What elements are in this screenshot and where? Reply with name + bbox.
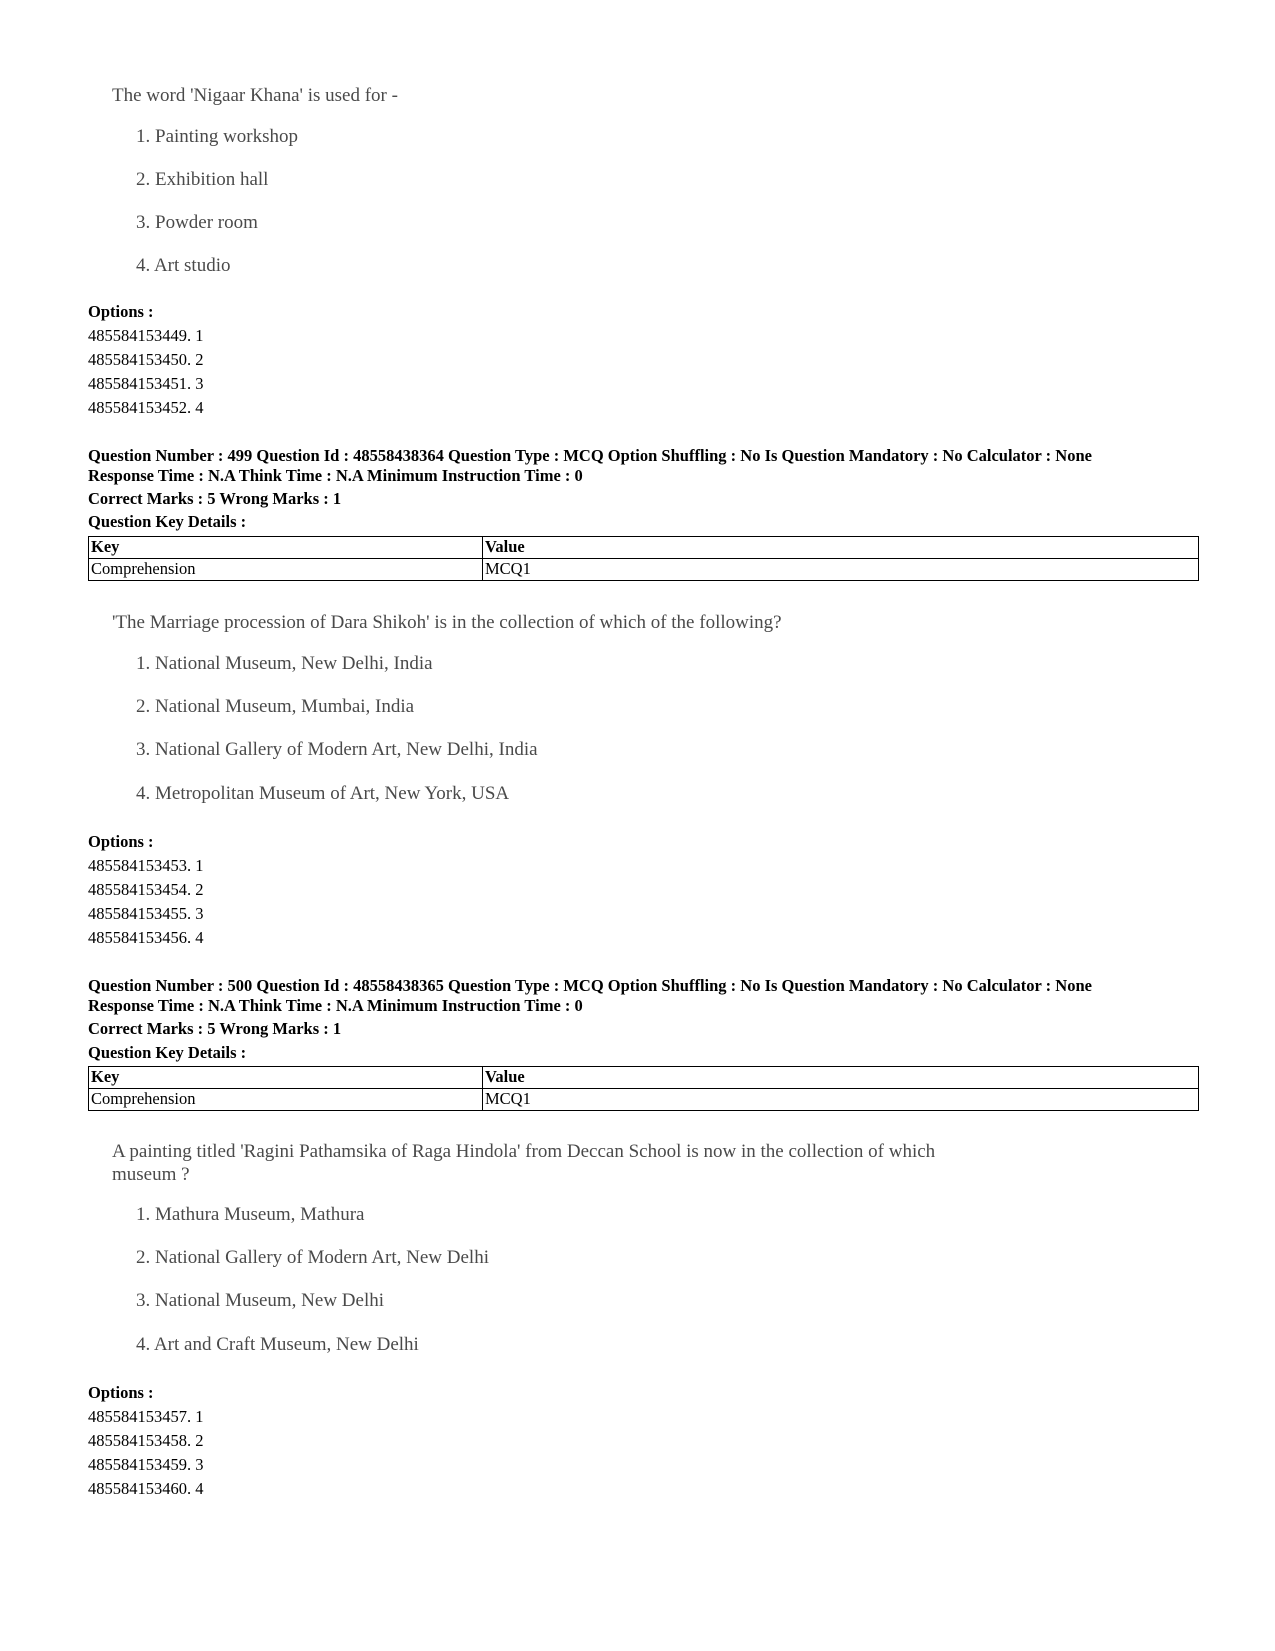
choice-2: 2. National Museum, Mumbai, India: [136, 696, 415, 717]
table-header-value: Value: [483, 537, 1199, 559]
choice-3: 3. National Gallery of Modern Art, New Delhi, India: [136, 739, 538, 760]
choice-2: 2. National Gallery of Modern Art, New Delhi: [136, 1247, 489, 1268]
key-details-label: Question Key Details :: [88, 512, 247, 531]
choice-2: 2. Exhibition hall: [136, 169, 269, 190]
choice-1: 1. Mathura Museum, Mathura: [136, 1204, 365, 1225]
question-meta: [88, 446, 1208, 486]
question-stem: 'The Marriage procession of Dara Shikoh' is in the collection of which of the following?: [112, 612, 782, 633]
table-cell-key: Comprehension: [89, 559, 483, 581]
question-image: [112, 84, 972, 276]
choice-1: 1. Painting workshop: [136, 126, 299, 147]
option-row: 485584153453. 1: [88, 856, 204, 875]
table-row: [89, 1089, 1199, 1111]
options-block: [88, 300, 204, 420]
question-meta-line1: Question Number : 500 Question Id : 48558438365 Question Type : MCQ Option Shuffling : No Is Question Mandatory : No Calculator : None: [88, 976, 1092, 995]
table-cell-value: MCQ1: [483, 1089, 1199, 1111]
choice-4: 4. Art and Craft Museum, New Delhi: [136, 1334, 419, 1355]
options-label: Options :: [88, 302, 154, 321]
table-header-row: [89, 537, 1199, 559]
option-row: 485584153452. 4: [88, 398, 204, 417]
option-row: 485584153451. 3: [88, 374, 204, 393]
option-row: 485584153458. 2: [88, 1431, 204, 1450]
options-block: [88, 830, 204, 950]
option-row: 485584153450. 2: [88, 350, 204, 369]
question-image: [112, 1140, 972, 1355]
choice-3: 3. Powder room: [136, 212, 258, 233]
option-row: 485584153459. 3: [88, 1455, 204, 1474]
table-header-key: Key: [89, 1067, 483, 1089]
option-row: 485584153457. 1: [88, 1407, 204, 1426]
table-row: [89, 559, 1199, 581]
choice-1: 1. National Museum, New Delhi, India: [136, 653, 433, 674]
option-row: 485584153449. 1: [88, 326, 204, 345]
choice-4: 4. Metropolitan Museum of Art, New York, USA: [136, 783, 510, 804]
key-details-table: [88, 536, 1199, 581]
key-details-table: [88, 1066, 1199, 1111]
question-stem: A painting titled 'Ragini Pathamsika of Raga Hindola' from Deccan School is now in the collection of which museum ?: [112, 1141, 936, 1185]
option-row: 485584153455. 3: [88, 904, 204, 923]
option-row: 485584153454. 2: [88, 880, 204, 899]
question-stem: The word 'Nigaar Khana' is used for -: [112, 85, 398, 106]
question-meta-line2: Response Time : N.A Think Time : N.A Minimum Instruction Time : 0: [88, 996, 583, 1015]
question-image: [112, 611, 972, 804]
choice-4: 4. Art studio: [136, 255, 231, 276]
options-label: Options :: [88, 832, 154, 851]
question-meta-line2: Response Time : N.A Think Time : N.A Minimum Instruction Time : 0: [88, 466, 583, 485]
choice-3: 3. National Museum, New Delhi: [136, 1290, 385, 1311]
table-cell-key: Comprehension: [89, 1089, 483, 1111]
table-cell-value: MCQ1: [483, 559, 1199, 581]
key-details-label: Question Key Details :: [88, 1043, 247, 1062]
options-block: [88, 1381, 204, 1501]
marks-line: Correct Marks : 5 Wrong Marks : 1: [88, 489, 342, 508]
option-row: 485584153456. 4: [88, 928, 204, 947]
table-header-value: Value: [483, 1067, 1199, 1089]
table-header-key: Key: [89, 537, 483, 559]
table-header-row: [89, 1067, 1199, 1089]
option-row: 485584153460. 4: [88, 1479, 204, 1498]
options-label: Options :: [88, 1383, 154, 1402]
question-meta: [88, 976, 1208, 1016]
question-meta-line1: Question Number : 499 Question Id : 48558438364 Question Type : MCQ Option Shuffling : No Is Question Mandatory : No Calculator : None: [88, 446, 1092, 465]
marks-line: Correct Marks : 5 Wrong Marks : 1: [88, 1019, 342, 1038]
